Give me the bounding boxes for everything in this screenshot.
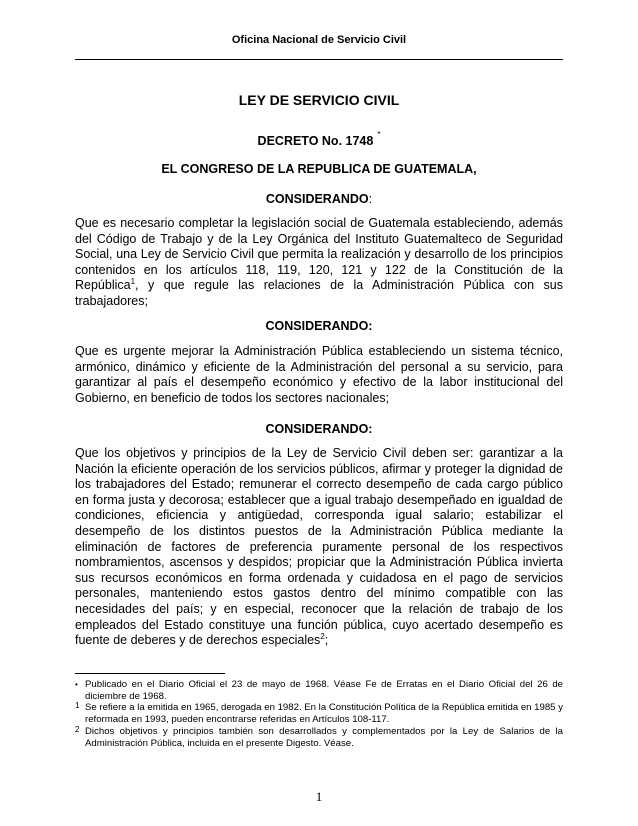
- considerando-heading-1: [75, 192, 563, 206]
- considerando-paragraph-2: Que es urgente mejorar la Administración Pública estableciendo un sistema técnico, armónico, dinámico y eficiente de la Administración del personal a su servicio, para garantizar al país el desempeño económico y efectivo de la labor institucional del Gobierno, en beneficio de todos los sectores nacionales;: [75, 344, 563, 405]
- considerando-heading-3: CONSIDERANDO:: [265, 422, 373, 436]
- page-header: Oficina Nacional de Servicio Civil: [231, 34, 407, 46]
- footnote-text: Publicado en el Diario Oficial el 23 de mayo de 1968. Véase Fe de Erratas en el Diario Oficial del 26 de diciembre de 1968.: [85, 679, 563, 702]
- footnote-ref-1: 1: [130, 277, 136, 287]
- decree-number: [75, 130, 563, 149]
- footnote-2: [75, 726, 563, 749]
- footnote-publication: [75, 679, 563, 702]
- paragraph-text-end: ;: [324, 633, 329, 648]
- decree-footnote-mark: *: [377, 130, 381, 139]
- paragraph-text: Que los objetivos y principios de la Ley de Servicio Civil deben ser: garantizar a la Nación la eficiente operación de los servicios públicos, afirmar y proteger la dignidad de los trabajadores del Estado; remunerar el correcto desempeño de cada cargo público en forma justa y decorosa; establecer que a igual trabajo desempeñado en igualdad de condiciones, eficiencia y antigüedad, corresponda igual salario; estabilizar el desempeño de los distintos puestos de la Administración Pública mediante la eliminación de factores de preferencia puramente personal de los respectivos nombramientos, ascensos y despidos; propiciar que la Administración Pública invierta sus recursos económicos en forma ordenada y cuidadosa en el pago de servicios personales, manteniendo estos gastos dentro del mínimo compatible con las necesidades del país; y en especial, reconocer que la relación de trabajo de los empleados del Estado constituye una función pública, cuyo acertado desempeño es fuente de deberes y de derechos especiales: [75, 446, 563, 648]
- footnote-divider: [75, 673, 225, 674]
- footnotes: [75, 679, 563, 749]
- considerando-paragraph-1: [75, 216, 563, 310]
- congress-heading: EL CONGRESO DE LA REPUBLICA DE GUATEMALA,: [161, 162, 477, 176]
- document-title: LEY DE SERVICIO CIVIL: [238, 92, 400, 108]
- paragraph-text: Que es necesario completar la legislación social de Guatemala estableciendo, además del Código de Trabajo y de la Ley Orgánica del Instituto Guatemalteco de Seguridad Social, una Ley de Servicio Civil que permita la realización y desarrollo de los principios contenidos en los artículos 118, 119, 120, 121 y 122 de la Constitución de la República: [75, 216, 563, 293]
- bullet-icon: •: [75, 680, 78, 689]
- considerando-heading-colon: :: [368, 192, 373, 206]
- decree-label: DECRETO No. 1748: [257, 134, 374, 149]
- considerando-paragraph-3: [75, 446, 563, 649]
- footnote-text: Se refiere a la emitida en 1965, derogada en 1982. En la Constitución Política de la República emitida en 1985 y reformada en 1993, pueden encontrarse referidas en Artículos 108-117.: [85, 702, 563, 726]
- footnote-text: Dichos objetivos y principios también son desarrollados y complementados por la Ley de Salarios de la Administración Pública, incluida en el presente Digesto. Véase.: [85, 725, 563, 749]
- footnote-ref-2: 2: [320, 631, 325, 641]
- footnote-number: 1: [75, 701, 80, 711]
- paragraph-text-end: , y que regule las relaciones de la Administración Pública con sus trabajadores;: [75, 278, 563, 308]
- considerando-heading-label: CONSIDERANDO: [265, 192, 369, 206]
- considerando-heading-2: CONSIDERANDO:: [265, 319, 373, 333]
- footnote-1: [75, 702, 563, 725]
- footnote-number: 2: [75, 724, 80, 734]
- page-number: 1: [315, 789, 323, 804]
- header-divider: [75, 59, 563, 60]
